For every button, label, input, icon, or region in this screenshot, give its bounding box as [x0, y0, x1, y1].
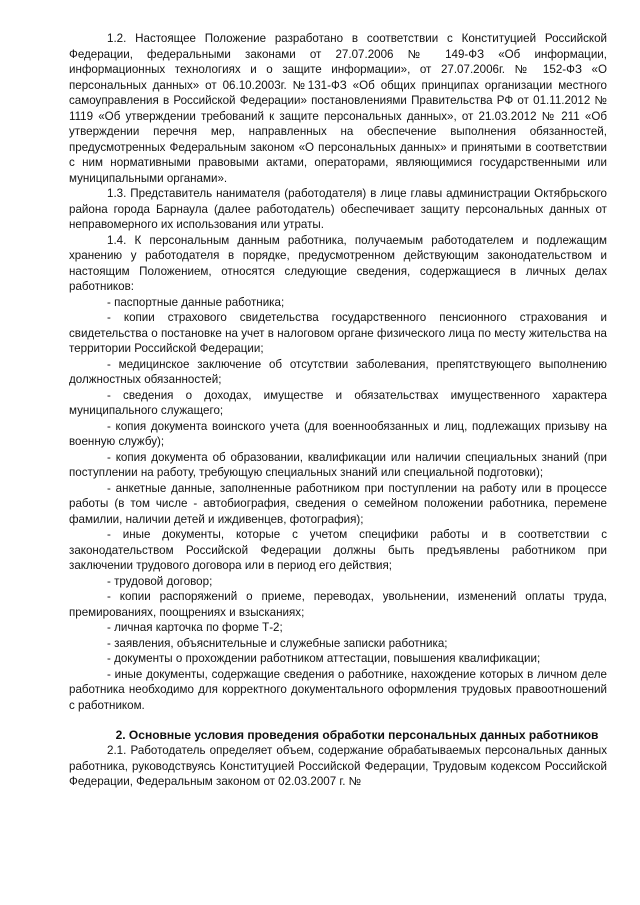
- section-2-heading: 2. Основные условия проведения обработки персональных данных работников: [115, 728, 599, 742]
- paragraph-1-3: 1.3. Представитель нанимателя (работодателя) в лице главы администрации Октябрьского района города Барнаула (далее работодатель) обеспечивает защиту персональных данных от неправомерного их использования или утраты.: [69, 187, 607, 231]
- list-item: - трудовой договор;: [107, 574, 213, 588]
- list-item: - личная карточка по форме Т-2;: [107, 621, 283, 634]
- list-item: - анкетные данные, заполненные работником при поступлении на работу или в процессе работы (в том числе - автобиография, сведения о семейном положении работника, перемене фамилии, наличии детей и иждивенцев, фотография);: [69, 481, 607, 526]
- list-item: - паспортные данные работника;: [107, 295, 285, 309]
- list-item: - иные документы, содержащие сведения о работнике, нахождение которых в личном деле работника необходимо для корректного документального оформления трудовых правоотношений с работником.: [69, 667, 607, 712]
- personal-data-list: [69, 295, 607, 714]
- list-item: - сведения о доходах, имуществе и обязательствах имущественного характера муниципального служащего;: [69, 388, 607, 417]
- list-item: - документы о прохождении работником аттестации, повышения квалификации;: [107, 652, 541, 665]
- list-item: - копии распоряжений о приеме, переводах, увольнении, изменений оплаты труда, премированиях, поощрениях и взысканиях;: [69, 590, 607, 619]
- list-item: - медицинское заключение об отсутствии заболевания, препятствующего выполнению должностных обязанностей;: [69, 357, 607, 386]
- list-item: - иные документы, которые с учетом специфики работы и в соответствии с законодательством Российской Федерации должны быть предъявлены работником при заключении трудового договора или в период его действия;: [69, 528, 607, 572]
- paragraph-2-1: 2.1. Работодатель определяет объем, содержание обрабатываемых персональных данных работника, руководствуясь Конституцией Российской Федерации, Трудовым кодексом Российской Федерации, Федеральным законом от 02.03.2007 г. №: [69, 744, 607, 788]
- list-item: - копия документа воинского учета (для военнообязанных и лиц, подлежащих призыву на военную службу);: [69, 419, 607, 448]
- paragraph-1-2: 1.2. Настоящее Положение разработано в соответствии с Конституцией Российской Федерации, федеральными законами от 27.07.2006 № 149-ФЗ «Об информации, информационных технологиях и о защите информации», от 27.07.2006г. № 152-ФЗ «О персональных данных» от 06.10.2003г. №131-ФЗ «Об общих принципах организации местного самоуправления в Российской Федерации» постановлениями Правительства РФ от 01.11.2012 № 1119 «Об утверждении требований к защите персональных данных», от 21.03.2012 № 211 «Об утверждении перечня мер, направленных на обеспечение выполнения обязанностей, предусмотренных Федеральным законом «О персональных данных» и принятыми в соответствии с ним нормативными правовыми актами, операторами, являющимися государственными или муниципальными органами».: [69, 32, 607, 185]
- list-item: - копии страхового свидетельства государственного пенсионного страхования и свидетельства о постановке на учет в налоговом органе физического лица по месту жительства на территории Российской Федерации;: [69, 311, 607, 355]
- list-item: - копия документа об образовании, квалификации или наличии специальных знаний (при поступлении на работу, требующую специальных знаний или специальной подготовки);: [69, 450, 607, 479]
- list-item: - заявления, объяснительные и служебные записки работника;: [107, 636, 448, 650]
- paragraph-1-4: 1.4. К персональным данным работника, получаемым работодателем и подлежащим хранению у работодателя в порядке, предусмотренном действующим законодательством и настоящим Положением, относятся следующие сведения, содержащиеся в личных делах работников:: [69, 233, 607, 293]
